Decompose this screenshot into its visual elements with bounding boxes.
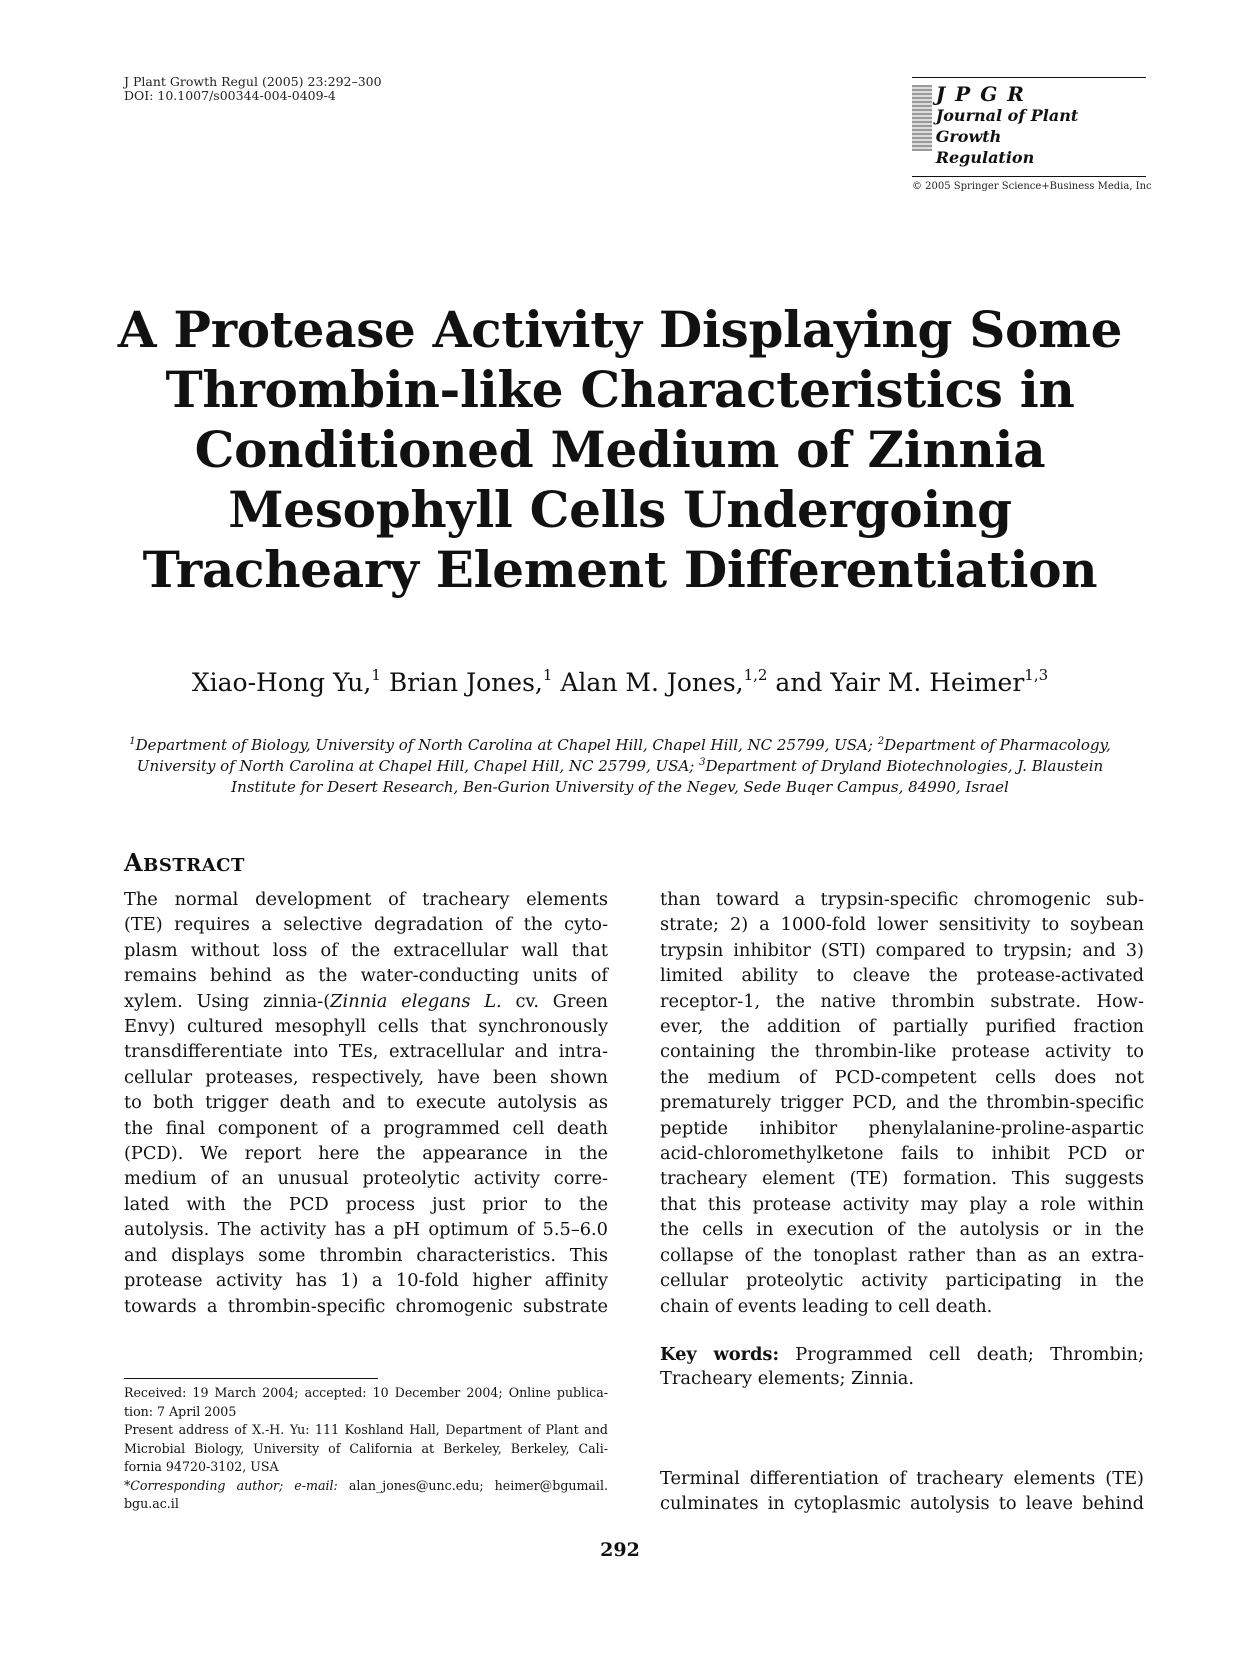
- affiliation-line: Institute for Desert Research, Ben-Gurion University of the Negev, Sede Buqer Campus, 84990, Israel: [231, 778, 1009, 796]
- affiliation-text: Department of Dryland Biotechnologies, J. Blaustein: [705, 757, 1104, 775]
- journal-acronym: JPGR: [935, 82, 1034, 106]
- doi-line: DOI: 10.1007/s00344-004-0409-4: [124, 88, 336, 103]
- author-name: Brian Jones,: [388, 668, 543, 697]
- abstract-line: (TE) requires a selective degradation of the cyto-: [124, 914, 608, 936]
- abstract-line: the cells in execution of the autolysis or in the: [660, 1219, 1144, 1241]
- abstract-line: protease activity has 1) a 10-fold higher affinity: [124, 1270, 608, 1292]
- abstract-line: cellular proteolytic activity participating in the: [660, 1270, 1144, 1292]
- author-affiliation-mark: 1,3: [1024, 666, 1049, 684]
- page-number: 292: [600, 1539, 640, 1561]
- abstract-line: autolysis. The activity has a pH optimum of 5.5–6.0: [124, 1219, 608, 1241]
- author-name: Alan M. Jones,: [560, 668, 744, 697]
- abstract-heading-initial: A: [124, 848, 144, 877]
- abstract-line: ever, the addition of partially purified fraction: [660, 1016, 1144, 1038]
- abstract-line: towards a thrombin-specific chromogenic substrate: [124, 1295, 608, 1317]
- abstract-left-column: [124, 887, 608, 1319]
- footnote-line: fornia 94720-3102, USA: [124, 1459, 279, 1474]
- brand-top-rule: [912, 77, 1146, 78]
- abstract-right-column: [660, 887, 1144, 1319]
- abstract-line: (PCD). We report here the appearance in the: [124, 1143, 608, 1165]
- keywords-text: Programmed cell death; Thrombin;: [795, 1344, 1144, 1365]
- abstract-line: The normal development of tracheary elements: [124, 889, 608, 910]
- abstract-line: xylem. Using zinnia-(Zinnia elegans L. cv. Green: [124, 990, 608, 1012]
- affiliation-line: [100, 756, 1140, 777]
- intro-line: culminates in cytoplasmic autolysis to leave behind: [660, 1493, 1144, 1514]
- introduction-text: [660, 1466, 1144, 1516]
- footnote-line: bgu.ac.il: [124, 1496, 179, 1511]
- abstract-line: the medium of PCD-competent cells does not: [660, 1066, 1144, 1088]
- affiliation-mark: 3: [699, 757, 706, 768]
- footnote-line: Microbial Biology, University of California at Berkeley, Berkeley, Cali-: [124, 1440, 608, 1456]
- author-name: Xiao-Hong Yu,: [191, 668, 372, 697]
- footnotes: [124, 1384, 608, 1514]
- abstract-line: chain of events leading to cell death.: [660, 1295, 993, 1317]
- copyright-notice: © 2005 Springer Science+Business Media, Inc: [912, 181, 1152, 192]
- abstract-line: tracheary element (TE) formation. This suggests: [660, 1168, 1144, 1190]
- abstract-heading-rest: BSTRACT: [143, 855, 245, 876]
- abstract-line: lated with the PCD process just prior to the: [124, 1193, 608, 1215]
- author-list: [100, 668, 1140, 698]
- journal-citation: [124, 75, 382, 103]
- journal-name-line2: Regulation: [935, 148, 1035, 167]
- title-line: Thrombin-like Characteristics in: [165, 360, 1075, 419]
- abstract-line: medium of an unusual proteolytic activity corre-: [124, 1168, 608, 1190]
- affiliation-line: [100, 735, 1140, 756]
- abstract-heading: [124, 848, 245, 877]
- abstract-line: remains behind as the water-conducting units of: [124, 965, 608, 987]
- abstract-line: receptor-1, the native thrombin substrate. How-: [660, 990, 1144, 1012]
- abstract-line: collapse of the tonoplast rather than as an extra-: [660, 1244, 1144, 1266]
- corresponding-label: *Corresponding author; e-mail:: [124, 1477, 338, 1493]
- abstract-line: cellular proteases, respectively, have been shown: [124, 1066, 608, 1088]
- footnote-rule: [124, 1378, 378, 1379]
- author-affiliation-mark: 1: [371, 666, 381, 684]
- keywords-line: [660, 1343, 1144, 1367]
- affiliation-mark: 2: [877, 736, 885, 747]
- abstract-line: to both trigger death and to execute autolysis as: [124, 1092, 608, 1114]
- abstract-line: transdifferentiate into TEs, extracellular and intra-: [124, 1041, 608, 1063]
- abstract-line: than toward a trypsin-specific chromogenic sub-: [660, 889, 1144, 910]
- author-affiliation-mark: 1,2: [743, 666, 768, 684]
- brand-bottom-rule: [912, 176, 1146, 177]
- keywords: [660, 1343, 1144, 1391]
- author-name: and Yair M. Heimer: [775, 668, 1025, 697]
- article-title: [100, 300, 1140, 600]
- intro-line: Terminal differentiation of tracheary elements (TE): [660, 1468, 1144, 1489]
- corresponding-emails: alan_jones@unc.edu; heimer@bgumail.: [348, 1477, 608, 1493]
- affiliation-mark: 1: [129, 736, 136, 747]
- title-line: Conditioned Medium of Zinnia: [194, 420, 1046, 479]
- title-line: Tracheary Element Differentiation: [142, 540, 1098, 599]
- affiliation-text: Department of Pharmacology,: [884, 736, 1111, 754]
- author-affiliation-mark: 1: [542, 666, 553, 684]
- keywords-line: Tracheary elements; Zinnia.: [660, 1368, 915, 1389]
- journal-name-line1: Journal of Plant Growth: [935, 106, 1079, 146]
- affiliation-text: Department of Biology, University of North Carolina at Chapel Hill, Chapel Hill, NC 25799, USA;: [135, 736, 878, 754]
- abstract-line: acid-chloromethylketone fails to inhibit PCD or: [660, 1143, 1144, 1165]
- title-line: A Protease Activity Displaying Some: [117, 300, 1123, 359]
- species-name: Zinnia elegans L.: [330, 990, 502, 1012]
- title-line: Mesophyll Cells Undergoing: [228, 480, 1012, 539]
- affiliations: [100, 735, 1140, 798]
- affiliation-text: University of North Carolina at Chapel Hill, Chapel Hill, NC 25799, USA;: [136, 757, 700, 775]
- footnote-line: Present address of X.-H. Yu: 111 Koshland Hall, Department of Plant and: [124, 1422, 608, 1437]
- abstract-line: that this protease activity may play a role within: [660, 1193, 1144, 1215]
- footnote-line: [124, 1477, 608, 1496]
- keywords-label: Key words:: [660, 1344, 780, 1365]
- abstract-line: limited ability to cleave the protease-activated: [660, 965, 1144, 987]
- footnote-line: tion: 7 April 2005: [124, 1403, 237, 1419]
- abstract-line: strate; 2) a 1000-fold lower sensitivity to soybean: [660, 914, 1144, 936]
- abstract-line: prematurely trigger PCD, and the thrombin-specific: [660, 1092, 1144, 1114]
- abstract-line: Envy) cultured mesophyll cells that synchronously: [124, 1016, 608, 1038]
- abstract-line: the final component of a programmed cell death: [124, 1117, 608, 1139]
- abstract-line: trypsin inhibitor (STI) compared to trypsin; and 3): [660, 939, 1144, 961]
- abstract-line: plasm without loss of the extracellular wall that: [124, 939, 608, 961]
- footnote-line: Received: 19 March 2004; accepted: 10 December 2004; Online publica-: [124, 1385, 608, 1400]
- abstract-line: and displays some thrombin characteristics. This: [124, 1244, 608, 1266]
- journal-logo-stripe-icon: [912, 85, 932, 151]
- abstract-line: peptide inhibitor phenylalanine-proline-aspartic: [660, 1117, 1144, 1139]
- citation-line: J Plant Growth Regul (2005) 23:292–300: [124, 74, 382, 89]
- abstract-line: containing the thrombin-like protease activity to: [660, 1041, 1144, 1063]
- journal-brand: [912, 77, 1152, 192]
